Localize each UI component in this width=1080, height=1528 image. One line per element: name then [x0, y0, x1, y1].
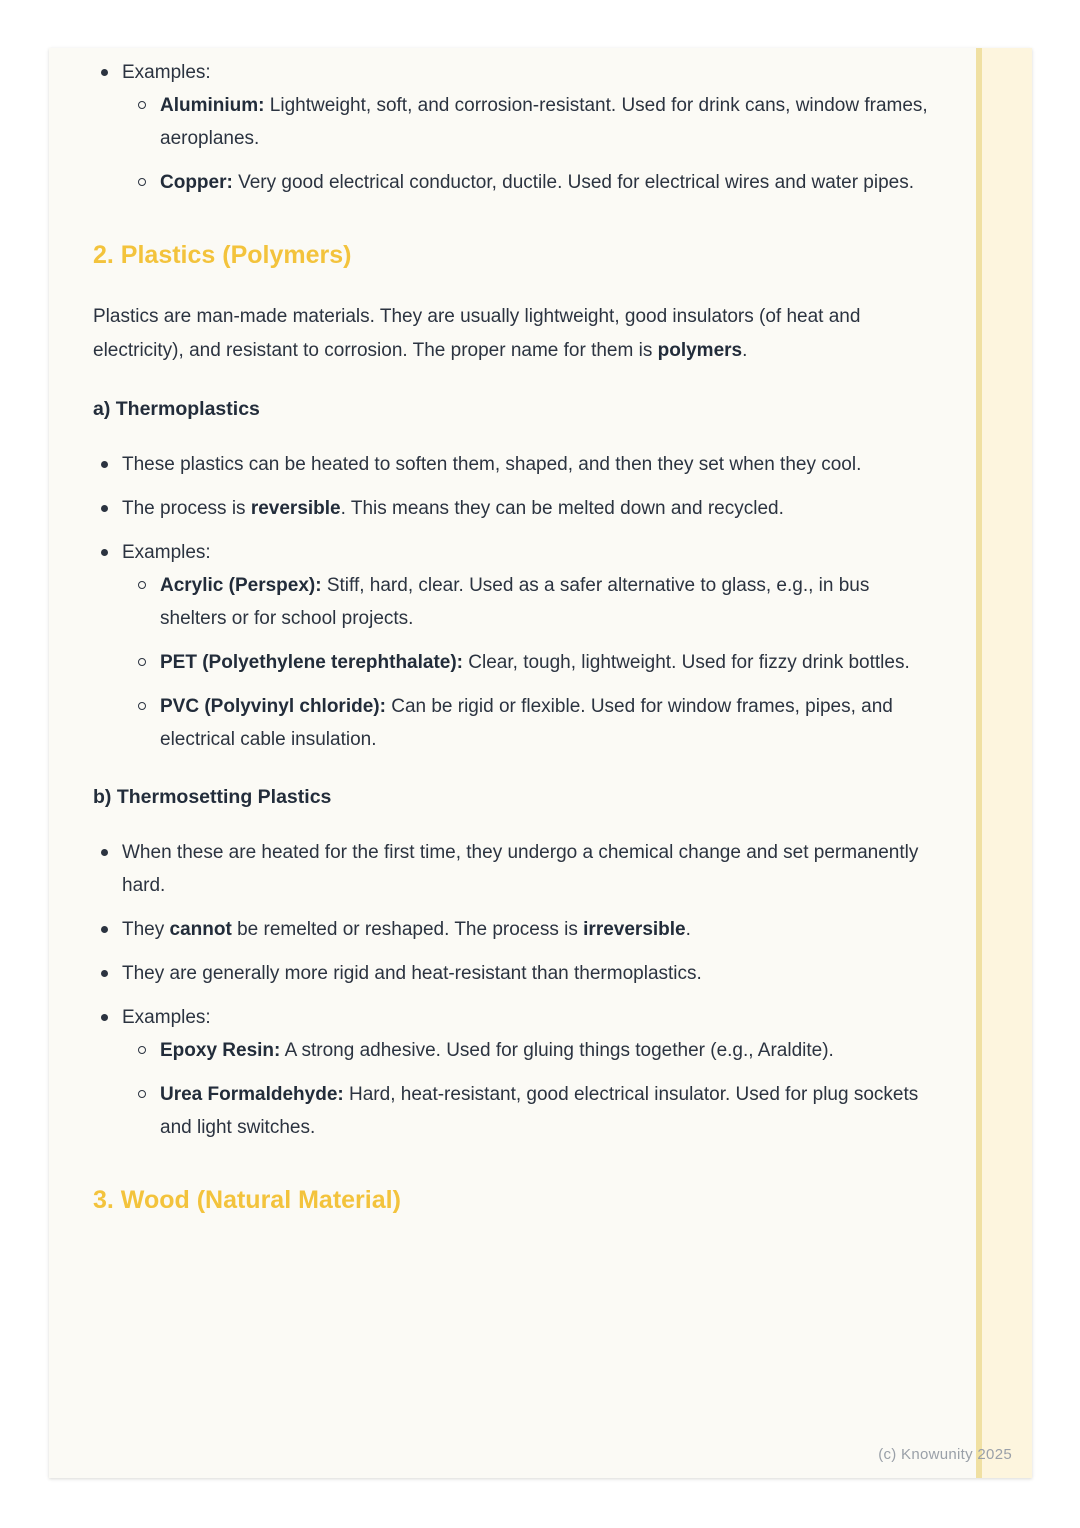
definition: Can be rigid or flexible. Used for window frames, pipes, and electrical cable insulation.: [160, 696, 893, 750]
list-item: [122, 1078, 932, 1144]
definition: Very good electrical conductor, ductile. Used for electrical wires and water pipes.: [232, 172, 914, 193]
term: Acrylic (Perspex):: [160, 575, 322, 596]
bullet-icon: [101, 970, 108, 977]
subheading-thermoplastics: a) Thermoplastics: [93, 398, 260, 420]
thermoplastics-list: [93, 448, 932, 756]
copyright-watermark: (c) Knowunity 2025: [878, 1446, 1012, 1463]
list-item-label: Examples:: [122, 62, 211, 83]
list-item: [93, 56, 932, 199]
list-item: [122, 569, 932, 635]
sub-list: [122, 569, 932, 756]
bullet-icon: [101, 549, 108, 556]
term: PET (Polyethylene terephthalate):: [160, 652, 464, 673]
point-text: .: [685, 919, 691, 940]
list-item: [93, 836, 932, 902]
sub-list: [122, 1034, 932, 1144]
definition: Hard, heat-resistant, good electrical insulator. Used for plug sockets and light switches.: [160, 1084, 919, 1138]
metals-examples-list: [93, 56, 932, 199]
point-text: These plastics can be heated to soften them, shaped, and then they set when they cool.: [122, 454, 862, 475]
term: Urea Formaldehyde:: [160, 1084, 344, 1105]
intro-text: Plastics are man-made materials. They are usually lightweight, good insulators (of heat and electricity), and resistant to corrosion. The proper name for them is: [93, 306, 861, 361]
definition: Clear, tough, lightweight. Used for fizzy drink bottles.: [463, 652, 910, 673]
circle-bullet-icon: [138, 1090, 146, 1098]
circle-bullet-icon: [138, 178, 146, 186]
circle-bullet-icon: [138, 101, 146, 109]
point-bold: reversible: [250, 498, 341, 519]
list-item: [93, 957, 932, 990]
term: Aluminium:: [160, 95, 265, 116]
document-page: [49, 48, 1032, 1478]
section-heading-plastics: 2. Plastics (Polymers): [93, 241, 352, 269]
bullet-icon: [101, 849, 108, 856]
bullet-icon: [101, 461, 108, 468]
point-text: be remelted or reshaped. The process is: [231, 919, 584, 940]
definition: Lightweight, soft, and corrosion-resistant. Used for drink cans, window frames, aeroplanes.: [160, 95, 928, 149]
list-item-label: Examples:: [122, 542, 211, 563]
list-item: [93, 448, 932, 481]
point-text: They are generally more rigid and heat-resistant than thermoplastics.: [122, 963, 702, 984]
list-item: [122, 166, 932, 199]
list-item: [93, 492, 932, 525]
intro-period: .: [742, 340, 748, 361]
point-text: . This means they can be melted down and recycled.: [340, 498, 784, 519]
list-item: [93, 1001, 932, 1144]
definition: Stiff, hard, clear. Used as a safer alternative to glass, e.g., in bus shelters or for school projects.: [160, 575, 870, 629]
plastics-intro-paragraph: [93, 300, 932, 368]
sub-list: [122, 89, 932, 199]
point-text: The process is: [122, 498, 251, 519]
subheading-thermosetting: b) Thermosetting Plastics: [93, 786, 332, 808]
bullet-icon: [101, 505, 108, 512]
bullet-icon: [101, 926, 108, 933]
circle-bullet-icon: [138, 658, 146, 666]
bullet-icon: [101, 69, 108, 76]
list-item: [93, 536, 932, 756]
page-edge-stripe: [976, 48, 1032, 1478]
term: PVC (Polyvinyl chloride):: [160, 696, 386, 717]
circle-bullet-icon: [138, 581, 146, 589]
definition: A strong adhesive. Used for gluing things together (e.g., Araldite).: [280, 1040, 834, 1061]
list-item: [93, 913, 932, 946]
term: Epoxy Resin:: [160, 1040, 281, 1061]
page-content: [49, 48, 1032, 1218]
point-text: When these are heated for the first time, they undergo a chemical change and set permanently hard.: [122, 842, 919, 896]
point-bold: cannot: [169, 919, 232, 940]
thermosetting-list: [93, 836, 932, 1144]
term: Copper:: [160, 172, 233, 193]
point-bold: irreversible: [583, 919, 686, 940]
list-item: [122, 1034, 932, 1067]
bullet-icon: [101, 1014, 108, 1021]
list-item: [122, 690, 932, 756]
circle-bullet-icon: [138, 702, 146, 710]
intro-bold: polymers: [657, 340, 743, 361]
section-heading-wood: 3. Wood (Natural Material): [93, 1186, 401, 1214]
list-item: [122, 89, 932, 155]
circle-bullet-icon: [138, 1046, 146, 1054]
list-item: [122, 646, 932, 679]
list-item-label: Examples:: [122, 1007, 211, 1028]
point-text: They: [122, 919, 170, 940]
